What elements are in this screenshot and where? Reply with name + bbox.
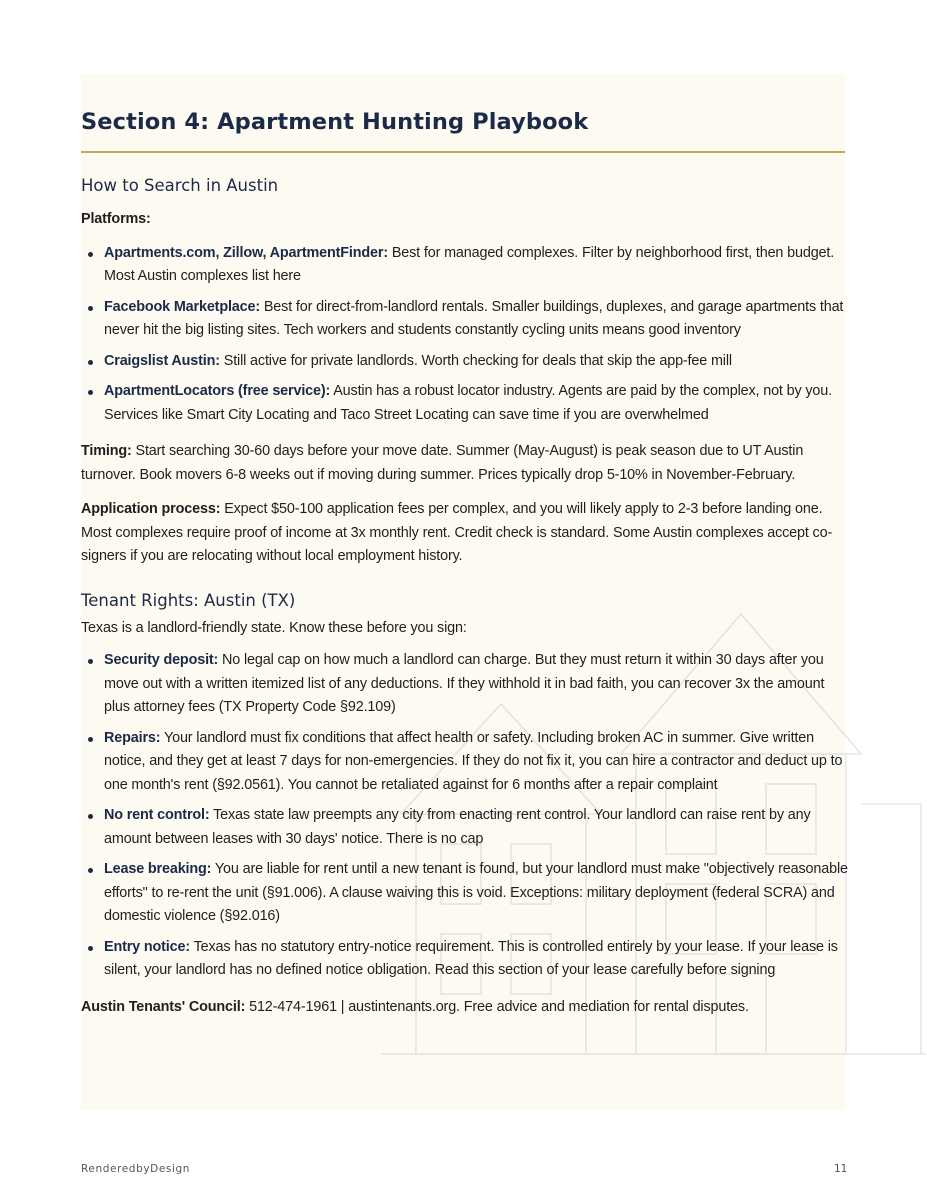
list-item: Security deposit: No legal cap on how much a landlord can charge. But they must return it within 30 days after you move out with a written itemized list of any deductions. If they withhold it in bad faith, you can recover 3x the amount plus attorney fees (TX Property Code §92.109) xyxy=(81,649,849,720)
page-title: Section 4: Apartment Hunting Playbook xyxy=(81,109,589,135)
bullet-icon xyxy=(88,659,93,664)
list-item: Repairs: Your landlord must fix conditions that affect health or safety. Including broken AC in summer. Give written notice, and they get at least 7 days for non-emergencies. If they do not fix it, you can hire a contractor and deduct up to one month's rent (§92.0561). You cannot be retaliated against for 6 months after a repair complaint xyxy=(81,727,849,798)
bullet-icon xyxy=(88,814,93,819)
bullet-icon xyxy=(88,737,93,742)
bullet-icon xyxy=(88,868,93,873)
list-item: Facebook Marketplace: Best for direct-from-landlord rentals. Smaller buildings, duplexes, and garage apartments that never hit the big listing sites. Tech workers and students constantly cycling units means good inventory xyxy=(81,296,849,343)
list-item: Apartments.com, Zillow, ApartmentFinder: Best for managed complexes. Filter by neighborhood first, then budget. Most Austin complexes list here xyxy=(81,242,849,289)
list-item: ApartmentLocators (free service): Austin has a robust locator industry. Agents are paid by the complex, not by you. Services like Smart City Locating and Taco Street Locating can save time if you are overwhelmed xyxy=(81,380,849,427)
bullet-icon xyxy=(88,306,93,311)
bullet-icon xyxy=(88,946,93,951)
list-item: Entry notice: Texas has no statutory entry-notice requirement. This is controlled entirely by your lease. If your lease is silent, your landlord has no defined notice obligation. Read this section of your lease carefully before signing xyxy=(81,936,849,983)
bullet-icon xyxy=(88,252,93,257)
title-divider xyxy=(81,151,845,153)
rights-heading: Tenant Rights: Austin (TX) xyxy=(81,590,296,610)
list-item: No rent control: Texas state law preempts any city from enacting rent control. Your landlord can raise rent by any amount between leases with 30 days' notice. There is no cap xyxy=(81,804,849,851)
list-item: Craigslist Austin: Still active for private landlords. Worth checking for deals that skip the app-fee mill xyxy=(81,350,849,374)
page-number: 11 xyxy=(834,1163,848,1175)
footer-brand: RenderedbyDesign xyxy=(81,1163,191,1175)
bullet-icon xyxy=(88,360,93,365)
council-paragraph: Austin Tenants' Council: 512-474-1961 | austintenants.org. Free advice and mediation for rental disputes. xyxy=(81,998,749,1015)
timing-paragraph: Timing: Start searching 30-60 days before your move date. Summer (May-August) is peak season due to UT Austin turnover. Book movers 6-8 weeks out if moving during summer. Prices typically drop 5-10% in November-February. xyxy=(81,443,804,483)
rights-intro: Texas is a landlord-friendly state. Know these before you sign: xyxy=(81,619,467,636)
platforms-list xyxy=(81,242,849,428)
rights-list xyxy=(81,649,849,983)
bullet-icon xyxy=(88,390,93,395)
application-paragraph: Application process: Expect $50-100 application fees per complex, and you will likely apply to 2-3 before landing one. Most complexes require proof of income at 3x monthly rent. Credit check is standard. Some Austin complexes accept co-signers if you are relocating without local employment history. xyxy=(81,501,833,564)
platforms-label: Platforms: xyxy=(81,211,151,227)
body-flow xyxy=(81,174,849,1019)
list-item: Lease breaking: You are liable for rent until a new tenant is found, but your landlord must make "objectively reasonable efforts" to re-rent the unit (§91.006). A clause waiving this is void. Exceptions: military deployment (federal SCRA) and domestic violence (§92.016) xyxy=(81,858,849,929)
search-heading: How to Search in Austin xyxy=(81,176,279,195)
